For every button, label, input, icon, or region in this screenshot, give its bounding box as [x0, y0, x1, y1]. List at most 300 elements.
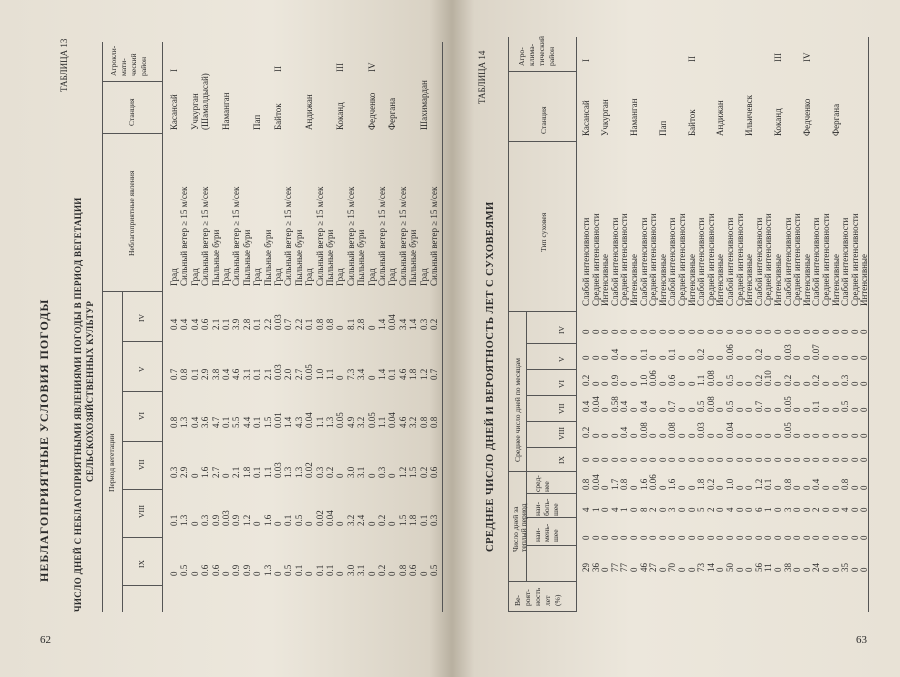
rule: [122, 391, 162, 392]
table-cell: 4.3: [293, 416, 304, 428]
rule: [122, 585, 162, 586]
table-cell: 0: [609, 433, 620, 438]
table-cell: 0: [581, 355, 591, 360]
table-cell: 0: [629, 407, 639, 412]
table-cell: 0.8: [314, 318, 325, 330]
table-cell: 11: [763, 563, 774, 572]
col-month: IV: [557, 325, 566, 334]
table-cell: 1.6: [200, 466, 211, 478]
table-cell: 0: [590, 329, 601, 334]
table-cell: 0: [600, 329, 611, 334]
table-cell: 4: [581, 507, 591, 512]
table-cell: 0.04: [725, 422, 735, 438]
table-cell: 0: [657, 535, 668, 540]
table-cell: 0.06: [648, 370, 659, 386]
table-cell: 2: [648, 507, 659, 512]
table-row-type: Слабой интенсивности: [581, 217, 591, 306]
table-cell: 0.1: [387, 368, 398, 380]
table-cell: 0.7: [429, 368, 439, 380]
table-cell: 0: [744, 567, 755, 572]
table-row-phenomenon: Град: [366, 268, 377, 286]
table-cell: 0: [686, 329, 697, 334]
table-cell: 0: [189, 473, 200, 478]
table-cell: 1.0: [314, 368, 325, 380]
table-cell: 0.9: [231, 514, 242, 526]
table-row-station: Учкурган: [600, 99, 611, 136]
table-cell: 3: [667, 507, 678, 512]
table-cell: 0.7: [169, 368, 179, 380]
table-row-region: III: [335, 63, 346, 72]
table-cell: 0: [638, 457, 649, 462]
table-cell: 7.3: [345, 368, 356, 380]
table-cell: 8: [638, 507, 649, 512]
table-cell: 0: [830, 355, 841, 360]
rule: [122, 537, 162, 538]
table-cell: 0: [792, 535, 803, 540]
table-cell: 50: [725, 563, 735, 572]
table-row-station: Пап: [252, 114, 263, 130]
col-region-l2: мати-: [119, 58, 128, 76]
table-cell: 0: [696, 457, 707, 462]
table-cell: 0: [830, 407, 841, 412]
table-cell: 0: [366, 375, 377, 380]
table-cell: 0.9: [241, 564, 252, 576]
table-cell: 0: [619, 355, 630, 360]
table-cell: 0: [696, 535, 707, 540]
table-cell: 0: [667, 329, 678, 334]
table-cell: 0: [801, 329, 812, 334]
table-cell: 0: [600, 433, 611, 438]
table-cell: 0.2: [782, 374, 793, 386]
table-cell: 0: [840, 355, 851, 360]
col-month: VIII: [557, 426, 566, 440]
table-cell: 0.8: [619, 478, 630, 490]
table-cell: 2.8: [241, 318, 252, 330]
table-row-type: Интенсивные: [773, 254, 783, 306]
table-cell: 0.1: [763, 478, 774, 490]
table-cell: 0: [590, 433, 601, 438]
table-cell: 77: [609, 563, 620, 572]
table-cell: 0: [657, 485, 668, 490]
table-cell: 0.5: [725, 374, 735, 386]
table-cell: 4: [609, 507, 620, 512]
table-cell: 0.3: [169, 466, 179, 478]
table-cell: 0: [600, 507, 611, 512]
table-cell: 0.05: [366, 412, 377, 428]
table-cell: 0.8: [581, 478, 591, 490]
table-cell: 0.6: [210, 564, 221, 576]
table-cell: 0: [859, 457, 870, 462]
table-cell: 0: [840, 535, 851, 540]
table-cell: 0: [792, 381, 803, 386]
table-cell: 3.8: [210, 368, 221, 380]
table-cell: 0: [715, 329, 726, 334]
table-cell: 0.1: [169, 514, 179, 526]
col-avg-by-month: Среднее число дней по месяцам: [513, 358, 522, 462]
col-probability: лет: [543, 595, 552, 606]
rule: [162, 42, 163, 612]
table-cell: 1.2: [241, 514, 252, 526]
col-month: VIII: [137, 504, 146, 518]
table-cell: 0.4: [619, 426, 630, 438]
table-cell: 0.10: [763, 370, 774, 386]
table-cell: 0.08: [638, 422, 649, 438]
table-cell: 0: [629, 329, 639, 334]
table-cell: 0.1: [811, 400, 822, 412]
rule: [508, 581, 576, 582]
table-cell: 0: [821, 535, 831, 540]
table-cell: 0: [773, 407, 783, 412]
table-row-type: Средней интенсивности: [648, 213, 659, 306]
table-cell: 0: [744, 457, 755, 462]
table-cell: 0.1: [667, 348, 678, 360]
table-cell: 0: [648, 457, 659, 462]
table-cell: 0: [366, 473, 377, 478]
table-row-type: Интенсивные: [715, 254, 726, 306]
col-probability: Ве-: [513, 595, 522, 606]
table-cell: 0.8: [169, 416, 179, 428]
table-cell: 0: [638, 329, 649, 334]
table-row-phenomenon: Пыльные бури: [408, 229, 419, 286]
table-cell: 2: [811, 507, 822, 512]
table-cell: 0.2: [811, 374, 822, 386]
table-row-type: Интенсивные: [744, 254, 755, 306]
table-row-phenomenon: Пыльные бури: [356, 229, 367, 286]
table-cell: 1.3: [179, 416, 190, 428]
table-cell: 0: [801, 355, 812, 360]
table-cell: 0: [366, 521, 377, 526]
table-cell: 0: [335, 571, 346, 576]
table-cell: 0: [734, 381, 745, 386]
table-cell: 0: [686, 485, 697, 490]
rule: [122, 292, 123, 612]
table-cell: 0.5: [725, 400, 735, 412]
table-cell: 0: [821, 457, 831, 462]
table-cell: 1.1: [696, 374, 707, 386]
table-cell: 1.3: [293, 466, 304, 478]
col-month: VII: [557, 403, 566, 414]
rule: [526, 395, 576, 396]
table-cell: 2.7: [293, 368, 304, 380]
table-cell: 0: [773, 485, 783, 490]
rule: [508, 141, 576, 142]
table-row-phenomenon: Град: [387, 268, 398, 286]
table-cell: 0: [792, 329, 803, 334]
rule: [868, 37, 869, 612]
table-cell: 0: [725, 457, 735, 462]
table-cell: 0: [773, 381, 783, 386]
table-cell: 0: [657, 507, 668, 512]
table-cell: 0: [792, 433, 803, 438]
table-cell: 0.05: [782, 422, 793, 438]
table-cell: 0.08: [705, 370, 716, 386]
table-cell: 0: [715, 567, 726, 572]
table-cell: 0.03: [221, 510, 231, 526]
table-row-region: IV: [366, 62, 377, 72]
table-cell: 0: [715, 407, 726, 412]
table-cell: 0.4: [221, 368, 231, 380]
table-row-type: Средней интенсивности: [849, 213, 860, 306]
table-cell: 0.1: [221, 416, 231, 428]
table-row-type: Средней интенсивности: [821, 213, 831, 306]
table-cell: 0: [725, 329, 735, 334]
col-region-l3: ческий: [129, 53, 138, 76]
table-cell: 0.05: [304, 364, 315, 380]
table-row-type: Средней интенсивности: [705, 213, 716, 306]
table-cell: 2.1: [210, 318, 221, 330]
table-cell: 3.2: [356, 416, 367, 428]
table-row-type: Слабой интенсивности: [840, 217, 851, 306]
table-cell: 0: [677, 567, 687, 572]
table-cell: 0: [744, 433, 755, 438]
table-cell: 0: [734, 433, 745, 438]
table-row-type: Интенсивные: [657, 254, 668, 306]
table-cell: 0: [773, 355, 783, 360]
table-cell: 0: [801, 433, 812, 438]
table-cell: 3.1: [356, 564, 367, 576]
table-row-station: Федченко: [801, 98, 812, 136]
table-cell: 0.2: [581, 374, 591, 386]
table-cell: 0: [859, 407, 870, 412]
table-row-region: II: [686, 56, 697, 62]
table-row-region: I: [581, 59, 591, 62]
table-cell: 0.1: [304, 318, 315, 330]
table-cell: 2.0: [283, 368, 294, 380]
table-cell: 0: [849, 567, 860, 572]
col-region-l4: район: [547, 46, 556, 66]
table-cell: 0: [849, 507, 860, 512]
table-cell: 0: [753, 535, 764, 540]
table-row-station: Шахимардан: [418, 80, 429, 130]
table-cell: 0: [859, 381, 870, 386]
table-cell: 0.1: [189, 368, 200, 380]
table-cell: 0: [677, 381, 687, 386]
table-cell: 0: [677, 457, 687, 462]
rule: [102, 291, 162, 292]
table-cell: 0.06: [725, 344, 735, 360]
col-warm-sub: сред-: [533, 475, 542, 492]
table-row-type: Слабой интенсивности: [811, 217, 822, 306]
table-cell: 0: [734, 507, 745, 512]
col-month: V: [137, 366, 146, 372]
table-cell: 0: [657, 407, 668, 412]
table-row-phenomenon: Сильный ветер ≥ 15 м/сек: [200, 186, 211, 286]
table-cell: 0: [734, 329, 745, 334]
col-warm-sub: шее: [551, 529, 560, 542]
table-cell: 0: [773, 329, 783, 334]
table-cell: 0: [811, 329, 822, 334]
table-cell: 0: [418, 571, 429, 576]
col-month: IV: [137, 313, 146, 322]
table-cell: 0: [753, 433, 764, 438]
table-cell: 0: [677, 407, 687, 412]
table-cell: 1.5: [397, 514, 408, 526]
table-cell: 0: [849, 355, 860, 360]
table-cell: 0: [821, 433, 831, 438]
table-row-type: Интенсивные: [830, 254, 841, 306]
col-warm-l2: теплый период: [519, 503, 528, 552]
table-cell: 0.1: [221, 318, 231, 330]
table-cell: 0: [782, 535, 793, 540]
table-cell: 0.2: [377, 564, 387, 576]
table-row-type: Средней интенсивности: [792, 213, 803, 306]
rule: [102, 81, 162, 82]
table-cell: 0: [859, 485, 870, 490]
table-cell: 0.8: [325, 318, 335, 330]
table-cell: 0: [734, 567, 745, 572]
table-cell: 0.03: [273, 314, 283, 330]
table-cell: 0: [744, 507, 755, 512]
table-row-type: Слабой интенсивности: [753, 217, 764, 306]
table-cell: 0: [830, 433, 841, 438]
table-cell: 0: [715, 507, 726, 512]
table-cell: 0: [840, 433, 851, 438]
col-station: Станция: [539, 106, 548, 134]
table-cell: 0.1: [252, 416, 263, 428]
table-cell: 0: [304, 521, 315, 526]
table-cell: 0.1: [252, 466, 263, 478]
table-cell: 0.03: [273, 364, 283, 380]
table-cell: 1.3: [283, 466, 294, 478]
table-cell: 0.4: [638, 400, 649, 412]
table-cell: 0: [609, 535, 620, 540]
table-cell: 0: [763, 355, 774, 360]
table-cell: 0: [600, 485, 611, 490]
table-row-phenomenon: Сильный ветер ≥ 15 м/сек: [345, 186, 356, 286]
table-title-line1: ЧИСЛО ДНЕЙ С НЕБЛАГОПРИЯТНЫМИ ЯВЛЕНИЯМИ ПОГОДЫ В ПЕРИОД ВЕГЕТАЦИИ: [73, 197, 83, 612]
table-cell: 0: [581, 535, 591, 540]
table-cell: 0: [335, 473, 346, 478]
table-cell: 0.02: [314, 510, 325, 526]
table-cell: 0.2: [377, 514, 387, 526]
rule: [122, 489, 162, 490]
table-row-phenomenon: Град: [252, 268, 263, 286]
table-title: СРЕДНЕЕ ЧИСЛО ДНЕЙ И ВЕРОЯТНОСТЬ ЛЕТ С СУХОВЕЯМИ: [485, 201, 496, 552]
table-cell: 0: [619, 381, 630, 386]
table-cell: 0: [705, 535, 716, 540]
table-cell: 0.04: [325, 510, 335, 526]
table-cell: 0: [600, 381, 611, 386]
table-cell: 1.1: [262, 466, 273, 478]
col-probability: (%): [553, 594, 562, 606]
table-cell: 0: [821, 485, 831, 490]
rule: [122, 341, 162, 342]
table-cell: 0: [734, 457, 745, 462]
table-cell: 0: [273, 521, 283, 526]
table-cell: 0: [801, 407, 812, 412]
table-cell: 0.4: [811, 478, 822, 490]
table-cell: 0.04: [590, 396, 601, 412]
table-cell: 2: [705, 507, 716, 512]
rule: [508, 311, 576, 312]
table-cell: 0: [252, 521, 263, 526]
table-cell: 0: [304, 571, 315, 576]
table-cell: 0: [581, 457, 591, 462]
table-row-phenomenon: Сильный ветер ≥ 15 м/сек: [377, 186, 387, 286]
table-cell: 27: [648, 563, 659, 572]
table-cell: 0: [705, 457, 716, 462]
table-cell: 0: [629, 433, 639, 438]
table-cell: 0: [859, 567, 870, 572]
table-cell: 2.2: [293, 318, 304, 330]
table-row-phenomenon: Град: [273, 268, 283, 286]
table-row-phenomenon: Сильный ветер ≥ 15 м/сек: [314, 186, 325, 286]
table-cell: 0: [763, 329, 774, 334]
table-cell: 0: [221, 473, 231, 478]
table-cell: 0.06: [648, 474, 659, 490]
table-cell: 0.2: [753, 374, 764, 386]
table-cell: 0: [734, 355, 745, 360]
table-cell: 0.8: [782, 478, 793, 490]
table-cell: 0: [763, 407, 774, 412]
table-cell: 0: [667, 457, 678, 462]
table-cell: 0.3: [377, 466, 387, 478]
col-warm-sub: наи-: [533, 527, 542, 542]
table-row-type: Средней интенсивности: [619, 213, 630, 306]
table-cell: 0: [744, 355, 755, 360]
table-cell: 0: [600, 407, 611, 412]
table-cell: 0.4: [619, 400, 630, 412]
col-probability: ность: [533, 587, 542, 606]
table-cell: 0: [648, 355, 659, 360]
table-cell: 0: [715, 433, 726, 438]
table-cell: 0.58: [609, 396, 620, 412]
table-cell: 0: [648, 329, 659, 334]
col-warm-sub: боль-: [542, 498, 551, 516]
table-cell: 0: [629, 381, 639, 386]
table-cell: 0: [609, 329, 620, 334]
table-cell: 0.5: [283, 564, 294, 576]
table-row-type: Слабой интенсивности: [638, 217, 649, 306]
rule: [526, 545, 576, 546]
table-row-type: Интенсивные: [859, 254, 870, 306]
table-cell: 0.6: [200, 564, 211, 576]
table-cell: 0: [811, 433, 822, 438]
table-cell: 0: [792, 355, 803, 360]
table-cell: 0: [619, 329, 630, 334]
table-cell: 2.9: [179, 466, 190, 478]
table-cell: 0: [715, 457, 726, 462]
table-row-phenomenon: Пыльные бури: [241, 229, 252, 286]
table-cell: 0: [600, 567, 611, 572]
table-cell: 0: [821, 407, 831, 412]
table-cell: 0: [629, 485, 639, 490]
table-row-station: Андижан: [715, 100, 726, 136]
table-cell: 0: [677, 507, 687, 512]
table-cell: 0.8: [840, 478, 851, 490]
table-cell: 0.1: [314, 564, 325, 576]
table-row-station: Наманган: [629, 98, 639, 136]
table-cell: 0: [849, 457, 860, 462]
table-cell: 0: [849, 381, 860, 386]
table-cell: 35: [840, 563, 851, 572]
table-cell: 0: [734, 535, 745, 540]
table-cell: 0: [859, 433, 870, 438]
table-cell: 0.1: [325, 564, 335, 576]
table-cell: 1.0: [638, 374, 649, 386]
page-number: 63: [856, 634, 867, 646]
table-cell: 0: [657, 567, 668, 572]
rule: [576, 37, 577, 612]
table-cell: 0.6: [408, 564, 419, 576]
rule: [526, 421, 576, 422]
table-cell: 0: [830, 457, 841, 462]
table-cell: 0: [773, 567, 783, 572]
table-cell: 0: [335, 325, 346, 330]
table-cell: 0: [657, 381, 668, 386]
table-row-region: III: [773, 53, 783, 62]
table-cell: 0.1: [293, 564, 304, 576]
